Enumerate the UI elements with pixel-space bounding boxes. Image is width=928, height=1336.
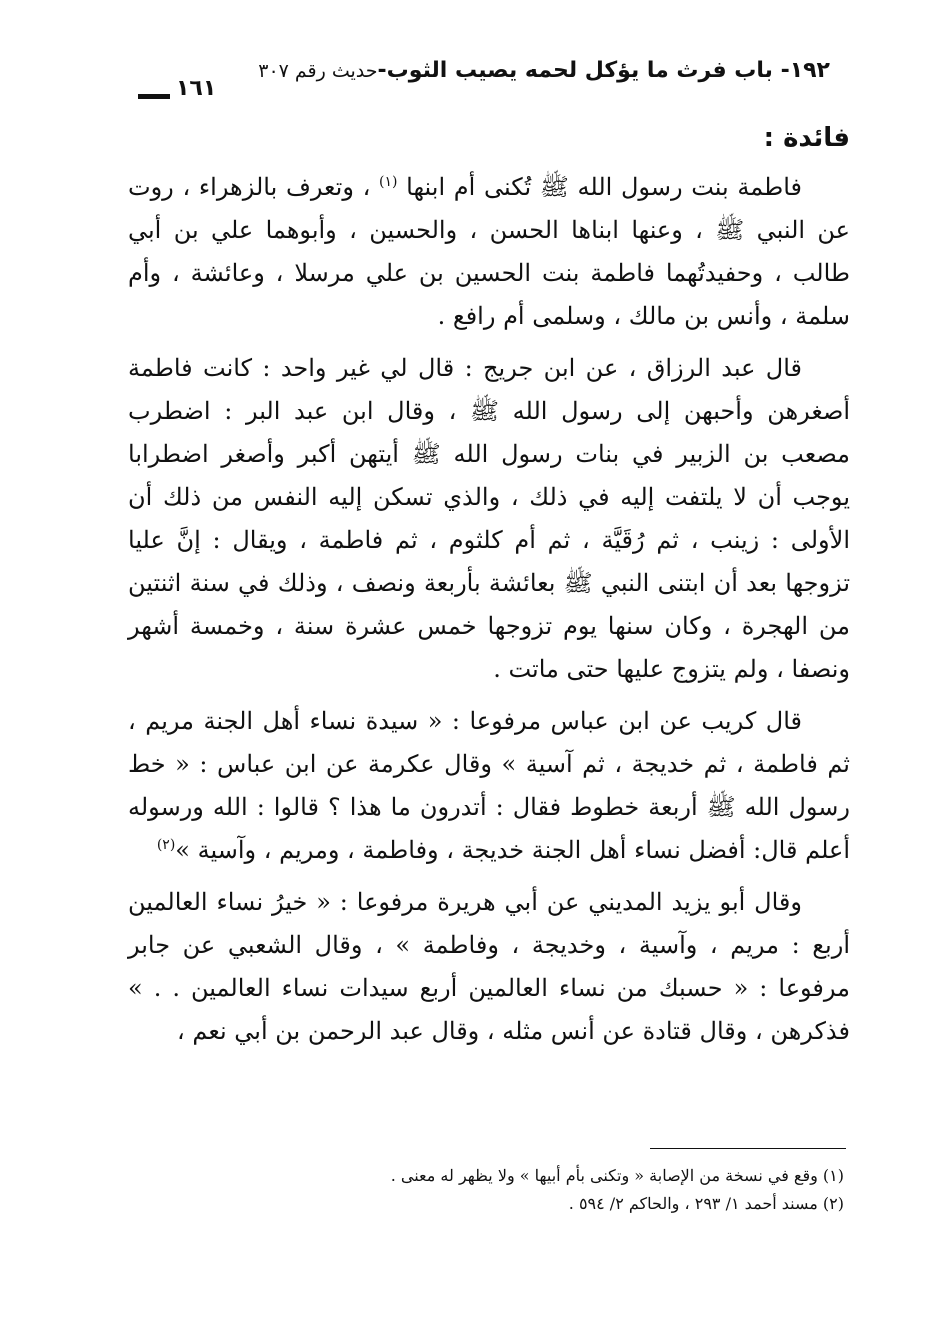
footnote-ref-2: (٢): [156, 837, 176, 853]
hadith-number: حديث رقم ٣٠٧: [258, 60, 378, 82]
header-dash: [138, 94, 170, 99]
footnote-separator: [650, 1148, 846, 1149]
footnote-1: (١) وقع في نسخة من الإصابة « وتكنى بأم أبيها » ولا يظهر له معنى .: [390, 1166, 844, 1185]
section-title: فائدة :: [763, 123, 850, 153]
paragraph-4: وقال أبو يزيد المديني عن أبي هريرة مرفوعا : « خيرُ نساء العالمين أربع : مريم ، وآسية ، وخديجة ، وفاطمة » ، وقال الشعبي عن جابر مرفوعا : « حسبك من نساء العالمين أربع سيدات نساء العالمين . . » فذكرهن ، وقال قتادة عن أنس مثله ، وقال عبد الرحمن بن أبي نعم ،: [128, 888, 851, 1045]
running-header: [130, 56, 830, 101]
footnote-ref-1: (١): [379, 174, 398, 190]
paragraph-3-text: قال كريب عن ابن عباس مرفوعا : « سيدة نساء أهل الجنة مريم ، ثم فاطمة ، ثم خديجة ، ثم آسية » وقال عكرمة عن ابن عباس : « خط رسول الله ﷺ أربعة خطوط فقال : أتدرون ما هذا ؟ قالوا : الله ورسوله أعلم قال: أفضل نساء أهل الجنة خديجة ، وفاطمة ، ومريم ، وآسية »: [128, 707, 850, 864]
footnotes: [124, 1162, 844, 1218]
paragraph-3: [128, 700, 850, 872]
chapter-title: ١٩٢- باب فرث ما يؤكل لحمه يصيب الثوب-: [377, 58, 830, 83]
paragraph-2: قال عبد الرزاق ، عن ابن جريج : قال لي غير واحد : كانت فاطمة أصغرهن وأحبهن إلى رسول الله ﷺ ، وقال ابن عبد البر : اضطرب مصعب بن الزبير في بنات رسول الله ﷺ أيتهن أكبر وأصغر اضطرابا يوجب أن لا يلتفت إليه في ذلك ، والذي تسكن إليه النفس من ذلك أن الأولى : زينب ، ثم رُقَيَّة ، ثم أم كلثوم ، ثم فاطمة ، ويقال : إنَّ عليا تزوجها بعد أن ابتنى النبي ﷺ بعائشة بأربعة ونصف ، وذلك في سنة اثنتين من الهجرة ، وكان سنها يوم تزوجها خمس عشرة سنة ، وخمسة أشهر ونصفا ، ولم يتزوج عليها حتى ماتت .: [128, 354, 850, 683]
paragraph-1-text-a: فاطمة بنت رسول الله ﷺ تُكنى أم ابنها: [406, 173, 802, 201]
page-number: ١٦١: [176, 76, 217, 101]
main-text: [128, 118, 850, 1062]
footnote-2: (٢) مسند أحمد ١/ ٢٩٣ ، والحاكم ٢/ ٥٩٤ .: [568, 1194, 844, 1213]
paragraph-1-text-b: ، وتعرف بالزهراء ، روت عن النبي ﷺ ، وعنها ابناها الحسن ، والحسين ، وأبوهما علي بن أبي طالب ، وحفيدتُهما فاطمة بنت الحسين بن علي مرسلا ، وعائشة ، وأم سلمة ، وأنس بن مالك ، وسلمى أم رافع .: [128, 173, 851, 330]
chapter-heading: [258, 58, 830, 83]
paragraph-1: [128, 166, 850, 338]
